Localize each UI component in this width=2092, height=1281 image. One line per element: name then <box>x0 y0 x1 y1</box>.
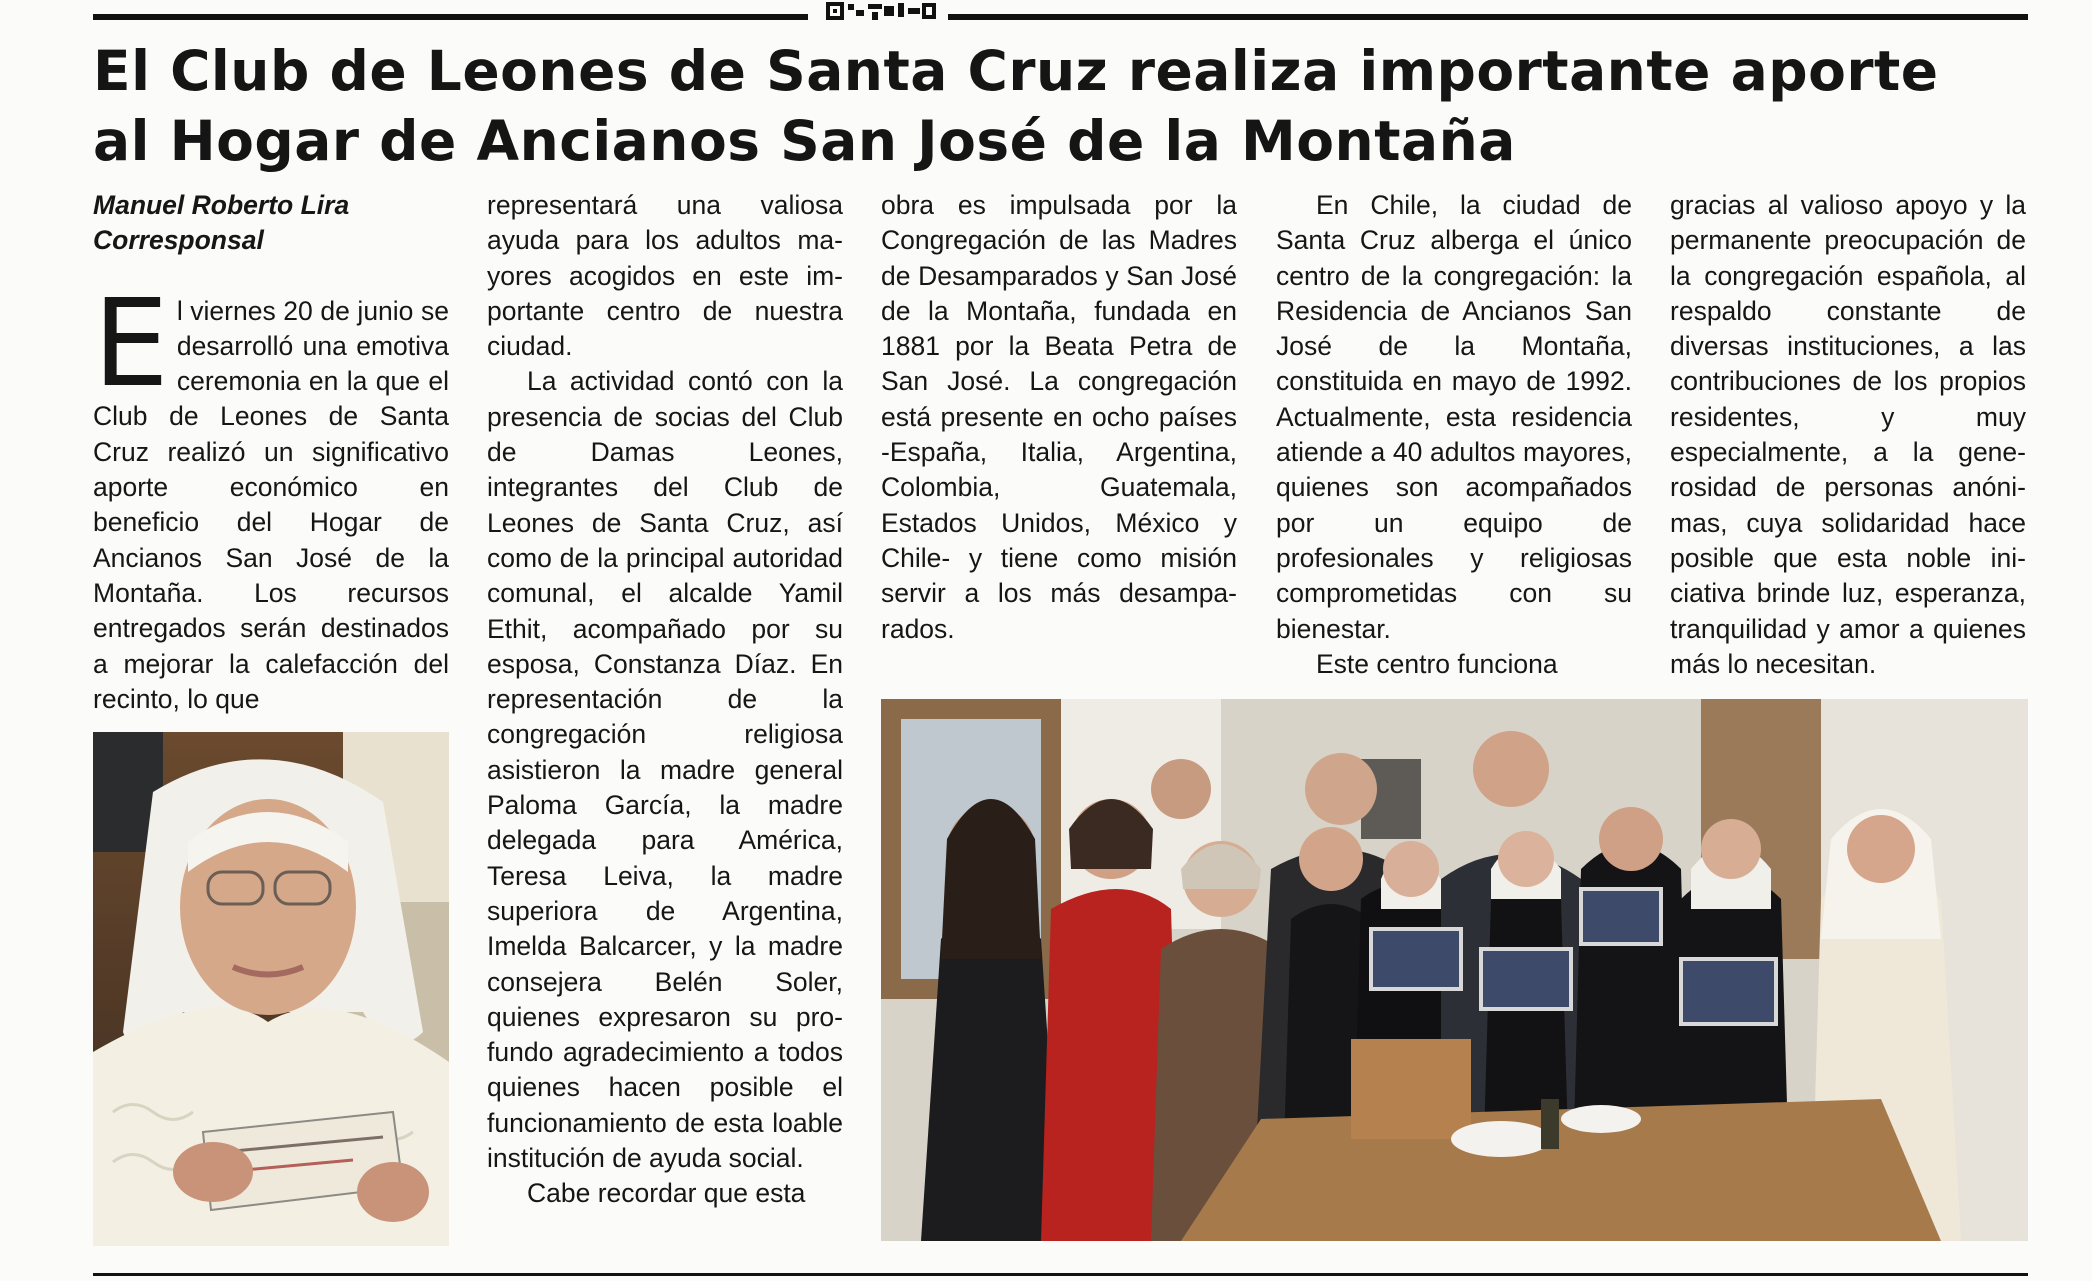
qr-code-icon <box>822 0 940 22</box>
column-5 <box>1670 188 2026 682</box>
paragraph: obra es impulsada por la Congregación de las Madres de Desamparados y San José de la Montaña, fundada en 1881 por la Beata Petra de San José. La congregación está presente en ocho países -España, Italia, Argentina, Colombia, Guatemala, Estados Unidos, México y Chile- y tiene como misión servir a los más desamparados. <box>881 190 1237 644</box>
top-rule-left <box>93 14 808 20</box>
column-1 <box>93 188 449 717</box>
drop-cap: E <box>93 274 169 414</box>
article-headline <box>93 36 2053 176</box>
paragraph: representará una valiosa ayuda para los adultos mayores acogidos en este importante centro de nuestra ciudad. <box>487 190 843 362</box>
lead-paragraph <box>93 274 449 718</box>
headline-line-1: El Club de Leones de Santa Cruz realiza importante aporte <box>93 39 1939 103</box>
byline <box>93 188 449 259</box>
paragraph: gracias al valioso apoyo y la permanente preocupación de la congregación española, al respaldo constante de diversas instituciones, a las contribuciones de los propios residentes, y muy especialmente, a la generosidad de personas anónimas, cuya solidaridad hace posible que esta noble iniciativa brinde luz, esperanza, tranquilidad y amor a quienes más lo necesitan. <box>1670 190 2026 679</box>
author-role: Corresponsal <box>93 225 264 256</box>
paragraph: La actividad contó con la presencia de socias del Club de Damas Leones, integrantes del Club de Leones de Santa Cruz, así como de la principal autoridad comunal, el alcalde Yamil Ethit, acompañado por su esposa, Constanza Díaz. En representación de la congregación religiosa asistieron la madre general Paloma García, la madre delegada para América, Teresa Leiva, la madre superiora de Argentina, Imelda Balcarcer, y la madre consejera Belén Soler, quienes expresaron su profundo agradecimiento a todos quienes hacen posible el funcionamiento de esta loable institución de ayuda social. <box>487 366 843 1174</box>
bottom-rule <box>93 1273 2028 1276</box>
column-2 <box>487 188 843 1212</box>
paragraph: Este centro funciona <box>1316 648 1558 679</box>
photo-group-ceremony <box>881 699 2028 1241</box>
paragraph: Cabe recordar que esta <box>527 1178 806 1209</box>
lead-text: l viernes 20 de junio se desarrolló una emotiva ceremonia en la que el Club de Leones de Santa Cruz realizó un significativo aporte económico en beneficio del Hogar de Ancianos San José de la Montaña. Los recursos entregados serán destinados a mejorar la calefacción del recinto, lo que <box>93 295 449 714</box>
column-4 <box>1276 188 1632 682</box>
column-3 <box>881 188 1237 647</box>
photo-nun-with-check <box>93 732 449 1246</box>
paragraph: En Chile, la ciudad de Santa Cruz alberga el único centro de la congregación: la Residencia de Ancianos San José de la Montaña, constituida en mayo de 1992. Actualmente, esta residencia atiende a 40 adultos mayores, quienes son acompañados por un equipo de profesionales y religiosas comprometidas con su bienestar. <box>1276 190 1632 644</box>
author-name: Manuel Roberto Lira <box>93 190 350 220</box>
top-rule-right <box>948 14 2028 20</box>
headline-line-2: al Hogar de Ancianos San José de la Montaña <box>93 109 1516 173</box>
